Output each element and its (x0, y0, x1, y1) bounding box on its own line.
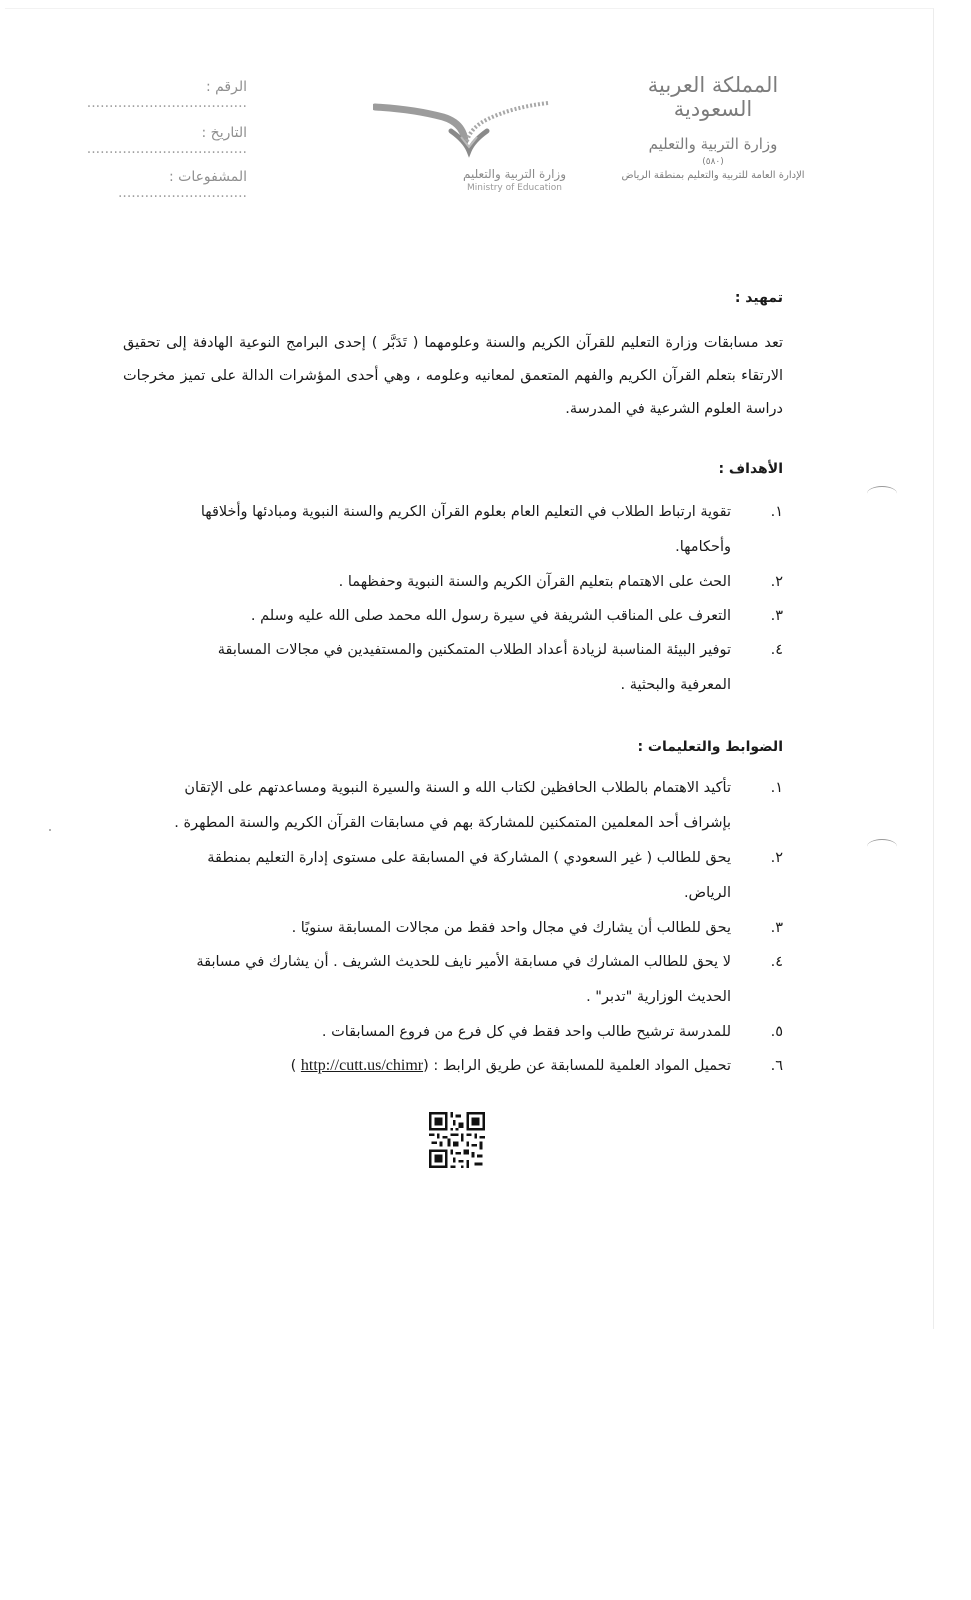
logo-arabic-text: وزارة التربية والتعليم (462, 167, 567, 181)
letterhead-block (613, 73, 813, 181)
scan-speck (49, 829, 51, 831)
field-date-label: التاريخ : (201, 125, 247, 141)
list-item (173, 911, 783, 945)
directorate-code: (٥٨٠) (702, 157, 724, 167)
item-text: تقوية ارتباط الطلاب في التعليم العام بعلوم القرآن الكريم والسنة النبوية ومبادئها وأخلاقها وأحكامها. (200, 504, 731, 555)
letter-page (5, 8, 934, 1329)
list-item (173, 841, 783, 911)
logo-english-text: Ministry of Education (467, 183, 562, 193)
field-date-dots: .................................... (86, 141, 247, 157)
list-item (173, 633, 783, 703)
item-text: يحق للطالب أن يشارك في مجال واحد فقط من مجالات المسابقة سنويًا . (291, 920, 731, 936)
item-text: تحميل المواد العلمية للمسابقة عن طريق الرابط : (433, 1058, 731, 1074)
goals-list (173, 495, 783, 703)
field-number (67, 79, 247, 111)
goals-title: الأهداف : (718, 461, 783, 477)
intro-paragraph: تعد مسابقات وزارة التعليم للقرآن الكريم والسنة وعلومهما ( تَدَبَّر ) إحدى البرامج النوعية الهادفة إلى تحقيق الارتقاء بتعلم القرآن الكريم والفهم المتعمق لمعانيه وعلومه ، وهي أحدى المؤشرات الدالة على تميز مخرجات دراسة العلوم الشرعية في المدرسة. (123, 335, 783, 417)
item-text: الحث على الاهتمام بتعليم القرآن الكريم والسنة النبوية وحفظهما . (338, 574, 731, 590)
punch-hole-mark (867, 839, 897, 854)
field-date (67, 125, 247, 157)
item-number: ١. (770, 780, 783, 796)
directorate-name: الإدارة العامة للتربية والتعليم بمنطقة الرياض (621, 170, 805, 181)
qr-code-icon[interactable] (429, 1112, 485, 1168)
item-text: لا يحق للطالب المشارك في مسابقة الأمير نايف للحديث الشريف . أن يشارك في مسابقة الحديث الوزارية "تدبر" . (196, 954, 731, 1005)
item-text: يحق للطالب ( غير السعودي ) المشاركة في المسابقة على مستوى إدارة التعليم بمنطقة الرياض. (207, 850, 731, 901)
item-number: ٣. (770, 608, 783, 624)
rules-title: الضوابط والتعليمات : (637, 739, 783, 755)
item-text: تأكيد الاهتمام بالطلاب الحافظين لكتاب الله و السنة والسيرة النبوية ومساعدتهم على الإتقان بإشراف أحد المعلمين المتمكنين للمشاركة بهم في مسابقات القرآن الكريم والسنة المطهرة . (174, 780, 731, 831)
materials-link[interactable]: http://cutt.us/chimr (300, 1057, 424, 1074)
item-number: ٤. (770, 642, 783, 658)
item-number: ١. (770, 504, 783, 520)
list-item (173, 599, 783, 633)
item-text: التعرف على المناقب الشريفة في سيرة رسول الله محمد صلى الله عليه وسلم . (250, 608, 731, 624)
field-attachments-dots: ............................. (117, 185, 247, 201)
rules-list (173, 771, 783, 1083)
item-number: ٢. (770, 850, 783, 866)
list-item (173, 771, 783, 841)
field-number-label: الرقم : (205, 79, 247, 95)
item-number: ٥. (770, 1024, 783, 1040)
item-number: ٢. (770, 574, 783, 590)
list-item (173, 1015, 783, 1049)
list-item (173, 495, 783, 565)
field-number-dots: .................................... (86, 95, 247, 111)
item-text: توفير البيئة المناسبة لزيادة أعداد الطلاب المتمكنين والمستفيدين في مجالات المسابقة المعرفية والبحثية . (217, 642, 731, 693)
item-number: ٣. (770, 920, 783, 936)
field-attachments-label: المشفوعات : (168, 169, 247, 185)
item-number: ٦. (770, 1058, 783, 1074)
list-item (173, 945, 783, 1015)
intro-title: تمهيد : (734, 290, 783, 306)
item-text: للمدرسة ترشيح طالب واحد فقط في كل فرع من فروع المسابقات . (321, 1024, 731, 1040)
kingdom-name: المملكة العربية السعودية (647, 73, 779, 121)
field-attachments (67, 169, 247, 201)
punch-hole-mark (867, 486, 897, 501)
list-item (173, 565, 783, 599)
item-number: ٤. (770, 954, 783, 970)
ministry-name: وزارة التربية والتعليم (648, 135, 778, 153)
list-item: ٦. تحميل المواد العلمية للمسابقة عن طريق الرابط : (http://cutt.us/chimr ) (173, 1049, 783, 1083)
